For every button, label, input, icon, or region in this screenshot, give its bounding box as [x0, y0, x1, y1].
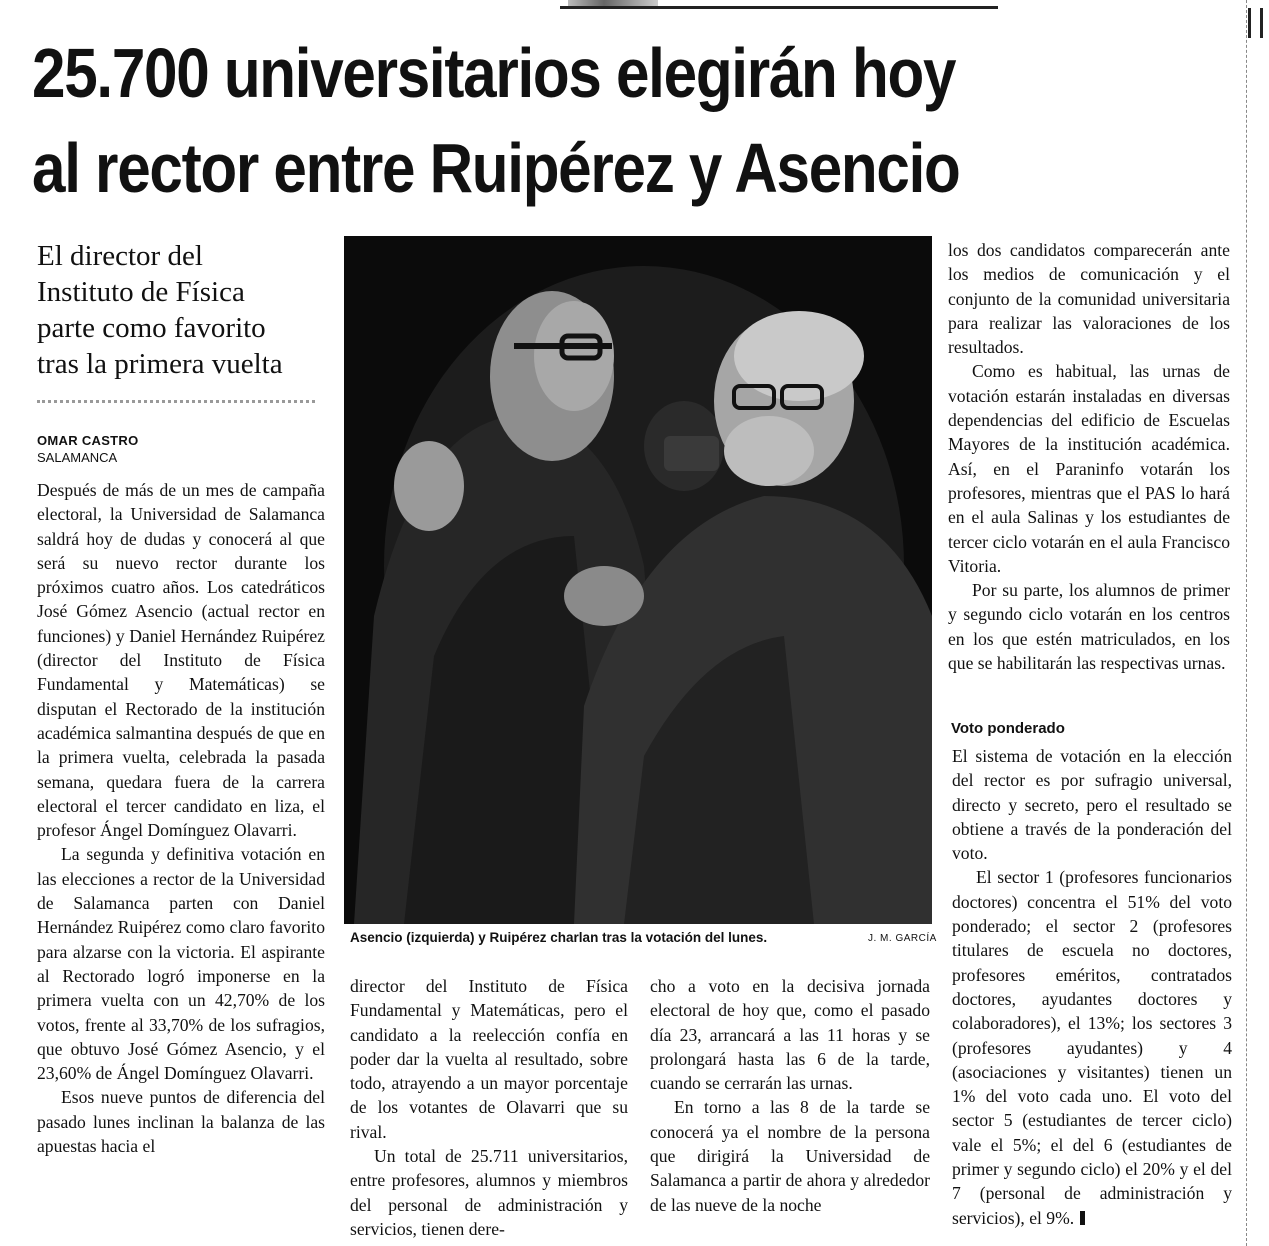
paragraph-text: El sector 1 (profesores funcionarios doctores) concentra el 51% del voto ponderado; el sector 2 (profesores titulares de escuela no doctores, profesores eméritos, contratados doctores, ayudantes doctores y colaboradores), el 13%; los sectores 3 (profesores ayudantes) y 4 (asociaciones y visitantes) tienen un 1% del voto cada uno. El voto del sector 5 (estudiantes de tercer ciclo) vale el 5%; el del 6 (estudiantes de primer y segundo ciclo) el 20% y el del 7 (personal de administración y servicios), el 9%. — [952, 867, 1232, 1228]
body-column-1 — [37, 478, 325, 1158]
headline-line-1: 25.700 universitarios elegirán hoy — [32, 34, 956, 112]
paragraph: Por su parte, los alumnos de primer y segundo ciclo votarán en los centros en los que estén matriculados, en los que se habilitarán las respectivas urnas. — [948, 580, 1230, 674]
paragraph: Esos nueve puntos de diferencia del pasado lunes inclinan la balanza de las apuestas hacia el — [37, 1087, 325, 1157]
paragraph: La segunda y definitiva votación en las elecciones a rector de la Universidad de Salamanca parten con Daniel Hernández Ruipérez como claro favorito para alzarse con la victoria. El aspirante al Rectorado logró imponerse en la primera vuelta con un 42,70% de los votos, frente al 33,70% de los sufragios, que obtuvo José Gómez Asencio, y el 23,60% de Ángel Domínguez Olavarri. — [37, 844, 325, 1084]
paragraph: director del Instituto de Física Fundamental y Matemáticas, pero el candidato a la reelección confía en poder dar la vuelta al resultado, sobre todo, atrayendo a un mayor porcentaje de los votantes de Olavarri que su rival. — [350, 976, 628, 1142]
subhead — [37, 238, 337, 382]
photo-caption: Asencio (izquierda) y Ruipérez charlan tras la votación del lunes. — [350, 930, 768, 945]
byline-author: OMAR CASTRO — [37, 433, 139, 448]
corner-mark — [1248, 8, 1263, 38]
body-column-2 — [350, 974, 628, 1241]
end-of-article-mark — [1080, 1211, 1085, 1225]
byline-city: SALAMANCA — [37, 450, 118, 465]
body-column-4b — [952, 744, 1232, 1230]
body-column-4 — [948, 238, 1230, 675]
paragraph: En torno a las 8 de la tarde se conocerá ya el nombre de la persona que dirigirá la Universidad de Salamanca a partir de ahora y alrededor de las nueve de la noche — [650, 1097, 930, 1215]
dotted-divider — [37, 400, 315, 403]
body-column-3 — [650, 974, 930, 1217]
paragraph-final — [952, 865, 1232, 1229]
paragraph: Un total de 25.711 universitarios, entre profesores, alumnos y miembros del personal de administración y servicios, tienen dere- — [350, 1146, 628, 1239]
subhead-line-1: El director del — [37, 240, 203, 272]
news-photo — [344, 236, 932, 924]
photo-credit: J. M. GARCÍA — [868, 933, 937, 944]
paragraph: Como es habitual, las urnas de votación estarán instaladas en diversas dependencias del edificio de Escuelas Mayores de la institución académica. Así, en el Paraninfo votarán los profesores, mientras que el PAS lo hará en el aula Salinas y los estudiantes de tercer ciclo votarán en el aula Francisco Vitoria. — [948, 361, 1230, 576]
paragraph: El sistema de votación en la elección del rector es por sufragio universal, directo y secreto, pero el resultado se obtiene a través de la ponderación del voto. — [952, 746, 1232, 864]
paragraph: Después de más de un mes de campaña electoral, la Universidad de Salamanca saldrá hoy de dudas y conocerá al que será su nuevo rector durante los próximos cuatro años. Los catedráticos José Gómez Asencio (actual rector en funciones) y Daniel Hernández Ruipérez (director del Instituto de Física Fundamental y Matemáticas) se disputan el Rectorado de la institución académica salmantina después de que en la primera vuelta, celebrada la pasada semana, quedara fuera de la carrera electoral el tercer candidato en liza, el profesor Ángel Domínguez Olavarri. — [37, 480, 325, 841]
section-subtitle: Voto ponderado — [951, 720, 1065, 737]
top-rule — [560, 6, 998, 9]
subhead-line-2: Instituto de Física — [37, 276, 245, 308]
headline — [32, 26, 1073, 216]
paragraph: cho a voto en la decisiva jornada electoral de hoy que, como el pasado día 23, arrancará a las 11 horas y se prolongará hasta las 6 de la tarde, cuando se cerrarán las urnas. — [650, 976, 930, 1094]
photo-illustration — [344, 236, 932, 924]
byline — [37, 432, 327, 467]
page-edge-line — [1246, 0, 1247, 1246]
subhead-line-3: parte como favorito — [37, 312, 266, 344]
subhead-line-4: tras la primera vuelta — [37, 348, 283, 380]
paragraph: los dos candidatos comparecerán ante los medios de comunicación y el conjunto de la comunidad universitaria para realizar las valoraciones de los resultados. — [948, 240, 1230, 358]
headline-line-2: al rector entre Ruipérez y Asencio — [32, 129, 960, 207]
